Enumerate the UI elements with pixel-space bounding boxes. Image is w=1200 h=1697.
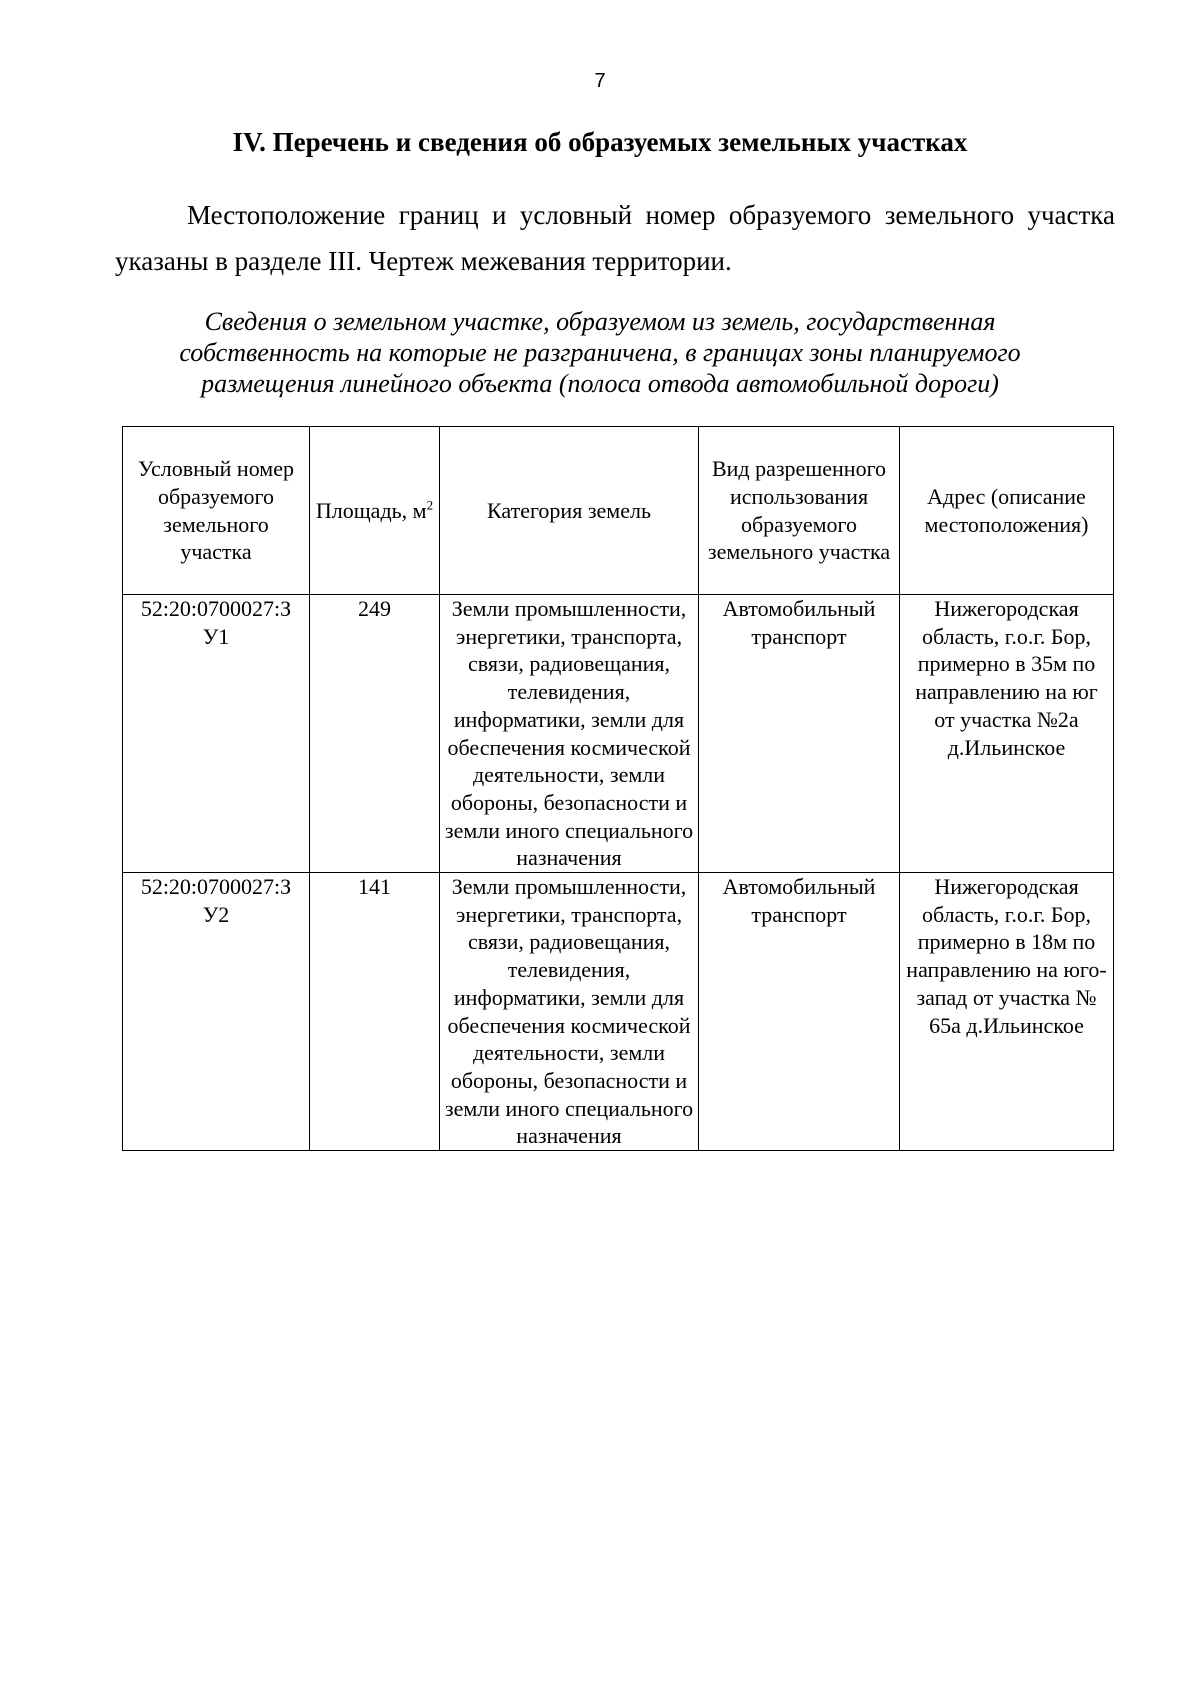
- cell-area: 249: [310, 595, 440, 873]
- caption-line-3: размещения линейного объекта (полоса отвода автомобильной дороги): [201, 369, 999, 398]
- intro-line-1: Местоположение границ и условный номер образуемого земельного участка: [187, 200, 1115, 230]
- header-category: Категория земель: [440, 427, 699, 595]
- table-row: [123, 595, 1114, 873]
- header-usage: Вид разрешенного использования образуемого земельного участка: [699, 427, 900, 595]
- header-area-sup: 2: [426, 497, 434, 513]
- cell-area: 141: [310, 873, 440, 1151]
- cell-address: Нижегородская область, г.о.г. Бор, примерно в 18м по направлению на юго-запад от участка № 65а д.Ильинское: [900, 873, 1114, 1151]
- header-address: Адрес (описание местоположения): [900, 427, 1114, 595]
- section-heading: IV. Перечень и сведения об образуемых земельных участках: [232, 127, 968, 157]
- page-number: 7: [594, 70, 606, 92]
- cell-category: Земли промышленности, энергетики, транспорта, связи, радиовещания, телевидения, информатики, земли для обеспечения космической деятельности, земли обороны, безопасности и земли иного специального назначения: [440, 873, 699, 1151]
- cell-number-line-1: 52:20:0700027:З: [140, 596, 292, 621]
- land-plots-table: [122, 426, 1114, 1151]
- cell-address: Нижегородская область, г.о.г. Бор, примерно в 35м по направлению на юг от участка №2а д.Ильинское: [900, 595, 1114, 873]
- header-area-label: Площадь, м: [315, 497, 427, 523]
- cell-number-line-2: У1: [202, 623, 230, 649]
- caption-line-2: собственность на которые не разграничена, в границах зоны планируемого: [179, 338, 1021, 367]
- header-area: [310, 427, 440, 595]
- table-header-row: [123, 427, 1114, 595]
- table-caption: [120, 306, 1080, 399]
- cell-category: Земли промышленности, энергетики, транспорта, связи, радиовещания, телевидения, информатики, земли для обеспечения космической деятельности, земли обороны, безопасности и земли иного специального назначения: [440, 595, 699, 873]
- cell-number-line-1: 52:20:0700027:З: [140, 874, 292, 900]
- cell-usage: Автомобильный транспорт: [699, 873, 900, 1151]
- intro-line-2: указаны в разделе III. Чертеж межевания территории.: [115, 246, 732, 276]
- cell-number: [123, 595, 310, 873]
- cell-usage: Автомобильный транспорт: [699, 595, 900, 873]
- cell-number-line-2: У2: [202, 901, 230, 927]
- table-row: [123, 873, 1114, 1151]
- header-number: Условный номер образуемого земельного участка: [123, 427, 310, 595]
- intro-paragraph: [115, 192, 1115, 284]
- cell-number: [123, 873, 310, 1151]
- caption-line-1: Сведения о земельном участке, образуемом из земель, государственная: [204, 307, 996, 336]
